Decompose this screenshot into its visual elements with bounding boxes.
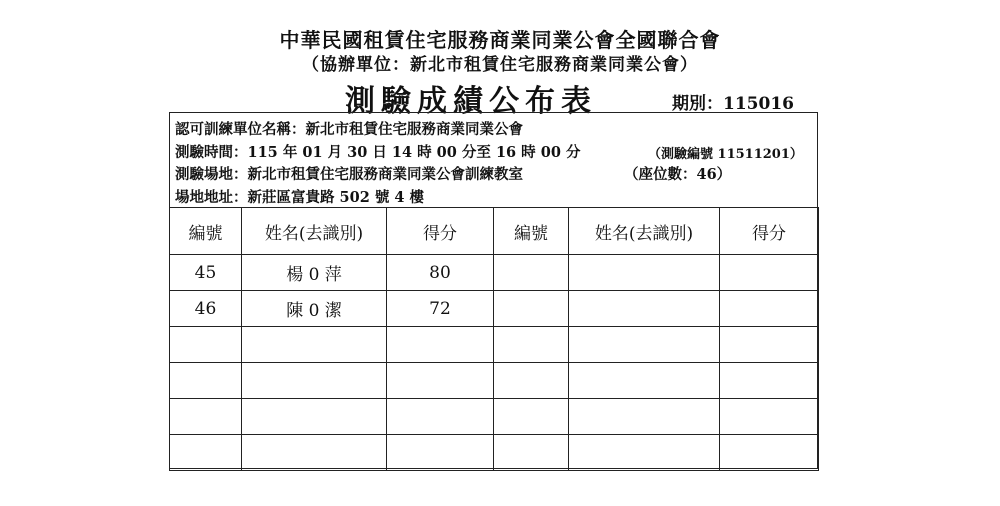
organization-name: 中華民國租賃住宅服務商業同業公會全國聯合會 [279, 28, 721, 52]
training-unit: 認可訓練單位名稱：新北市租賃住宅服務商業同業公會 [175, 121, 523, 138]
table-row [170, 363, 819, 399]
cell-number [494, 327, 569, 363]
cell-name [569, 255, 720, 291]
cell-number [494, 399, 569, 435]
cell-number [170, 399, 242, 435]
cell-score [720, 255, 819, 291]
cell-name [569, 399, 720, 435]
cell-number [170, 435, 242, 471]
header-number: 編號 [170, 208, 242, 255]
cell-score [720, 435, 819, 471]
header-score: 得分 [387, 208, 494, 255]
score-table [169, 207, 819, 471]
table-row [170, 399, 819, 435]
cell-score [720, 291, 819, 327]
cell-number [494, 435, 569, 471]
table-header-row [170, 208, 819, 255]
cell-name [242, 399, 387, 435]
cell-number [170, 327, 242, 363]
cell-number [170, 363, 242, 399]
venue-address: 場地地址：新莊區富貴路 502 號 4 樓 [175, 189, 425, 206]
period-label: 期別： [672, 94, 723, 114]
document-title: 測驗成績公布表 [345, 84, 597, 119]
exam-time: 測驗時間：115 年 01 月 30 日 14 時 00 分至 16 時 00 分 [175, 144, 581, 161]
cell-number: 46 [170, 291, 242, 327]
cell-number: 45 [170, 255, 242, 291]
cell-name [242, 435, 387, 471]
cell-name: 陳 0 潔 [242, 291, 387, 327]
table-row [170, 255, 819, 291]
cell-name: 楊 0 萍 [242, 255, 387, 291]
period-value: 115016 [723, 94, 794, 114]
exam-number: （測驗編號 11511201） [648, 147, 803, 162]
cell-name [569, 291, 720, 327]
cell-score [720, 363, 819, 399]
header-number: 編號 [494, 208, 569, 255]
cell-score [387, 327, 494, 363]
cell-score: 80 [387, 255, 494, 291]
exam-venue: 測驗場地：新北市租賃住宅服務商業同業公會訓練教室 [175, 166, 523, 183]
cell-name [569, 327, 720, 363]
cell-score [387, 399, 494, 435]
table-row [170, 435, 819, 471]
seat-count: （座位數：46） [624, 166, 732, 183]
header-score: 得分 [720, 208, 819, 255]
cell-score: 72 [387, 291, 494, 327]
cell-name [569, 435, 720, 471]
cell-score [720, 399, 819, 435]
cell-number [494, 363, 569, 399]
cell-score [387, 435, 494, 471]
header-name: 姓名(去識別) [242, 208, 387, 255]
cell-score [720, 327, 819, 363]
cell-number [494, 291, 569, 327]
header-name: 姓名(去識別) [569, 208, 720, 255]
cell-name [569, 363, 720, 399]
cell-score [387, 363, 494, 399]
cell-number [494, 255, 569, 291]
cell-name [242, 327, 387, 363]
table-row [170, 327, 819, 363]
table-row [170, 291, 819, 327]
co-organizer: （協辦單位：新北市租賃住宅服務商業同業公會） [302, 55, 698, 75]
cell-name [242, 363, 387, 399]
period-field [672, 89, 794, 114]
score-sheet [169, 112, 818, 469]
